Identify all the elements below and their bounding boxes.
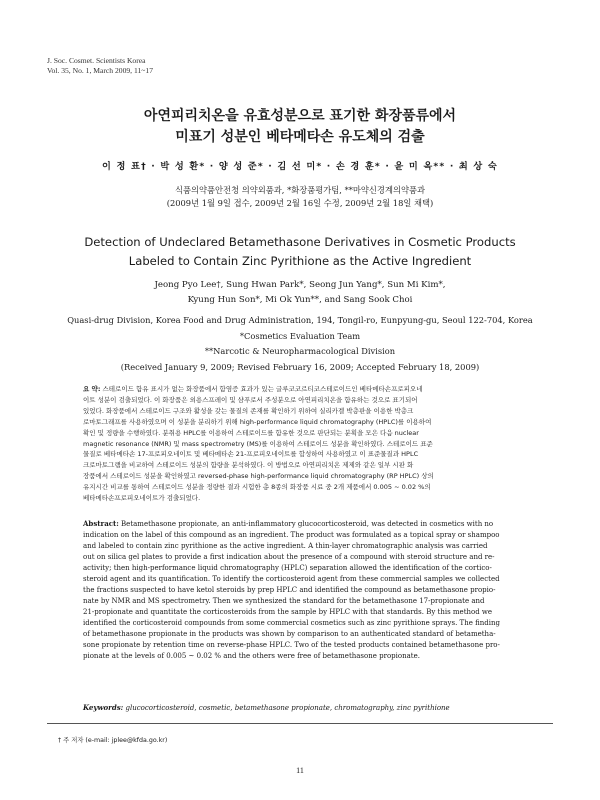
english-abstract-label: Abstract: — [83, 519, 119, 528]
korean-abstract-line: 로마토그래프를 사용하였으며 이 성분을 분리하기 위해 high-performance liquid chromatography (HPLC)를 이용하여 — [83, 417, 432, 426]
korean-abstract-line: 유지시간 비교를 통하여 스테로이드 성분을 정량한 결과 시험한 총 8종의 화장품 시료 중 2개 제품에서 0.005 ~ 0.02 %의 — [83, 483, 431, 492]
english-abstract-text: Betamethasone propionate, an anti-inflammatory glucocorticosteroid, was detected in cosmetics with no — [118, 520, 494, 528]
korean-abstract-line — [83, 384, 523, 395]
english-affiliation-line-1: Quasi-drug Division, Korea Food and Drug Administration, 194, Tongil-ro, Eunpyung-gu, Seoul 122-704, Korea — [67, 315, 533, 325]
korean-abstract-line: 베타메타손프로피오네이트가 검출되었다. — [83, 494, 201, 503]
english-authors-line-2: Kyung Hun Son*, Mi Ok Yun**, and Sang Sook Choi — [187, 295, 413, 305]
korean-title-line-1: 아연피리치온을 유효성분으로 표기한 화장품류에서 — [143, 108, 457, 124]
keywords — [83, 702, 523, 714]
korean-affiliation — [0, 184, 600, 210]
korean-abstract-line: magnetic resonance (NMR) 및 mass spectrometry (MS)를 이용하여 스테로이드 성분을 확인하였다. 스테로이드 표준 — [83, 439, 433, 448]
english-abstract-line — [83, 518, 523, 530]
journal-issue: Vol. 35, No. 1, March 2009, 11~17 — [47, 66, 153, 75]
footnote-divider — [47, 723, 553, 724]
english-abstract-line: of betamethasone propionate in the products was shown by comparison to an authenticated standard of betametha- — [83, 630, 496, 638]
keywords-list: glucocorticosteroid, cosmetic, betamethasone propionate, chromatography, zinc pyrithione — [123, 704, 450, 712]
english-affiliation-line-3: **Narcotic & Neuropharmacological Division — [204, 346, 396, 356]
korean-received-dates: (2009년 1월 9일 접수, 2009년 2월 16일 수정, 2009년 2월 18일 채택) — [166, 198, 434, 208]
journal-header — [47, 56, 153, 76]
english-abstract-line: indication on the label of this compound as an ingredient. The product was formulated as a topical spray or shampoo — [83, 531, 500, 539]
korean-affiliation-text: 식품의약품안전청 의약외품과, *화장품평가팀, **마약신경계의약품과 — [174, 185, 426, 195]
korean-abstract-text: 스테로이드 함유 표시가 없는 화장품에서 함염증 효과가 있는 글루코코르티코스테로이드인 베타메타손프로피오네 — [100, 385, 423, 393]
korean-abstract-line: 장품에서 스테로이드 성분을 확인하였고 reversed-phase high-performance liquid chromatography (RP HPLC) 상의 — [83, 472, 434, 481]
english-abstract-line: nate by NMR and MS spectrometry. Then we synthesized the standard for the betamethasone 17-propionate and — [83, 597, 485, 605]
keywords-label: Keywords: — [83, 703, 124, 712]
english-abstract-line: and labeled to contain zinc pyrithione as the active ingredient. A thin-layer chromatographic analysis was carried — [83, 542, 488, 550]
english-abstract-line: steroid agent and its quantification. To identify the corticosteroid agent from these commercial samples we collected — [83, 575, 500, 583]
english-authors — [0, 278, 600, 308]
english-title-line-2: Labeled to Contain Zinc Pyrithione as the Active Ingredient — [128, 254, 472, 268]
english-abstract-line: 21-propionate and quantitate the corticosteroids from the sample by HPLC with that standards. By this method we — [83, 608, 493, 616]
korean-authors: 이 정 표† · 박 성 환* · 양 성 준* · 김 선 미* · 손 경 훈* · 윤 미 옥** · 최 상 숙 — [102, 161, 498, 172]
english-title-line-1: Detection of Undeclared Betamethasone Derivatives in Cosmetic Products — [84, 235, 516, 249]
english-abstract — [83, 518, 523, 662]
english-title — [0, 233, 600, 271]
korean-abstract-line: 확인 및 정량을 수행하였다. 분취용 HPLC를 이용하여 스테로이드를 함유한 것으로 판단되는 분획을 모은 다음 nuclear — [83, 428, 419, 437]
english-abstract-line: pionate at the levels of 0.005 ~ 0.02 % and the others were free of betamethasone propionate. — [83, 652, 420, 660]
korean-abstract-line: 물질로 베타메타손 17-프로피오네이트 및 베타메타손 21-프로피오네이트를 합성하여 사용하였고 이 표준물질과 HPLC — [83, 450, 419, 459]
english-abstract-line: activity; then high-performance liquid chromatography (HPLC) separation allowed the identification of the cortico- — [83, 564, 492, 572]
english-affiliation-line-2: *Cosmetics Evaluation Team — [239, 330, 361, 341]
english-authors-line-1: Jeong Pyo Lee†, Sung Hwan Park*, Seong Jun Yang*, Sun Mi Kim*, — [154, 280, 446, 290]
page-number: 11 — [296, 766, 304, 775]
english-abstract-line: the fractions suspected to have ketol steroids by prep HPLC and identified the compound as betamethasone propio- — [83, 586, 496, 594]
english-affiliation — [0, 313, 600, 375]
korean-abstract — [83, 384, 523, 504]
english-received-dates: (Received January 9, 2009; Revised February 16, 2009; Accepted February 18, 2009) — [120, 361, 480, 372]
korean-abstract-line: 이트 성분이 검출되었다. 이 화장품은 외용스프레이 및 샴푸로서 주성분으로 아연피리치온을 함유하는 것으로 표기되어 — [83, 395, 418, 404]
english-abstract-line: sone propionate by retention time on reverse-phase HPLC. Two of the tested products contained betamethasone pro- — [83, 641, 500, 649]
corresponding-author-footnote: † 주 저자 (e-mail: jplee@kfda.go.kr) — [58, 737, 168, 744]
korean-abstract-line: 크로마토그램을 비교하여 스테로이드 성분의 함량을 분석하였다. 이 방법으로 아연피리치온 제제와 같은 일부 시판 화 — [83, 461, 414, 470]
english-abstract-line: out on silica gel plates to provide a first indication about the presence of a compound with steroid structure and re- — [83, 553, 495, 561]
korean-title — [0, 106, 600, 148]
english-abstract-line: identified the corticosteroid compounds from some commercial cosmetics such as zinc pyrithione sprays. The finding — [83, 619, 500, 627]
korean-title-line-2: 미표기 성분인 베타메타손 유도체의 검출 — [175, 129, 425, 145]
korean-abstract-label: 요 약: — [83, 385, 101, 393]
korean-abstract-line: 있었다. 화장품에서 스테로이드 구조와 활성을 갖는 물질의 존재를 확인하기 위하여 실리카겔 박층판을 이용한 박층크 — [83, 406, 414, 415]
journal-name: J. Soc. Cosmet. Scientists Korea — [47, 56, 146, 65]
